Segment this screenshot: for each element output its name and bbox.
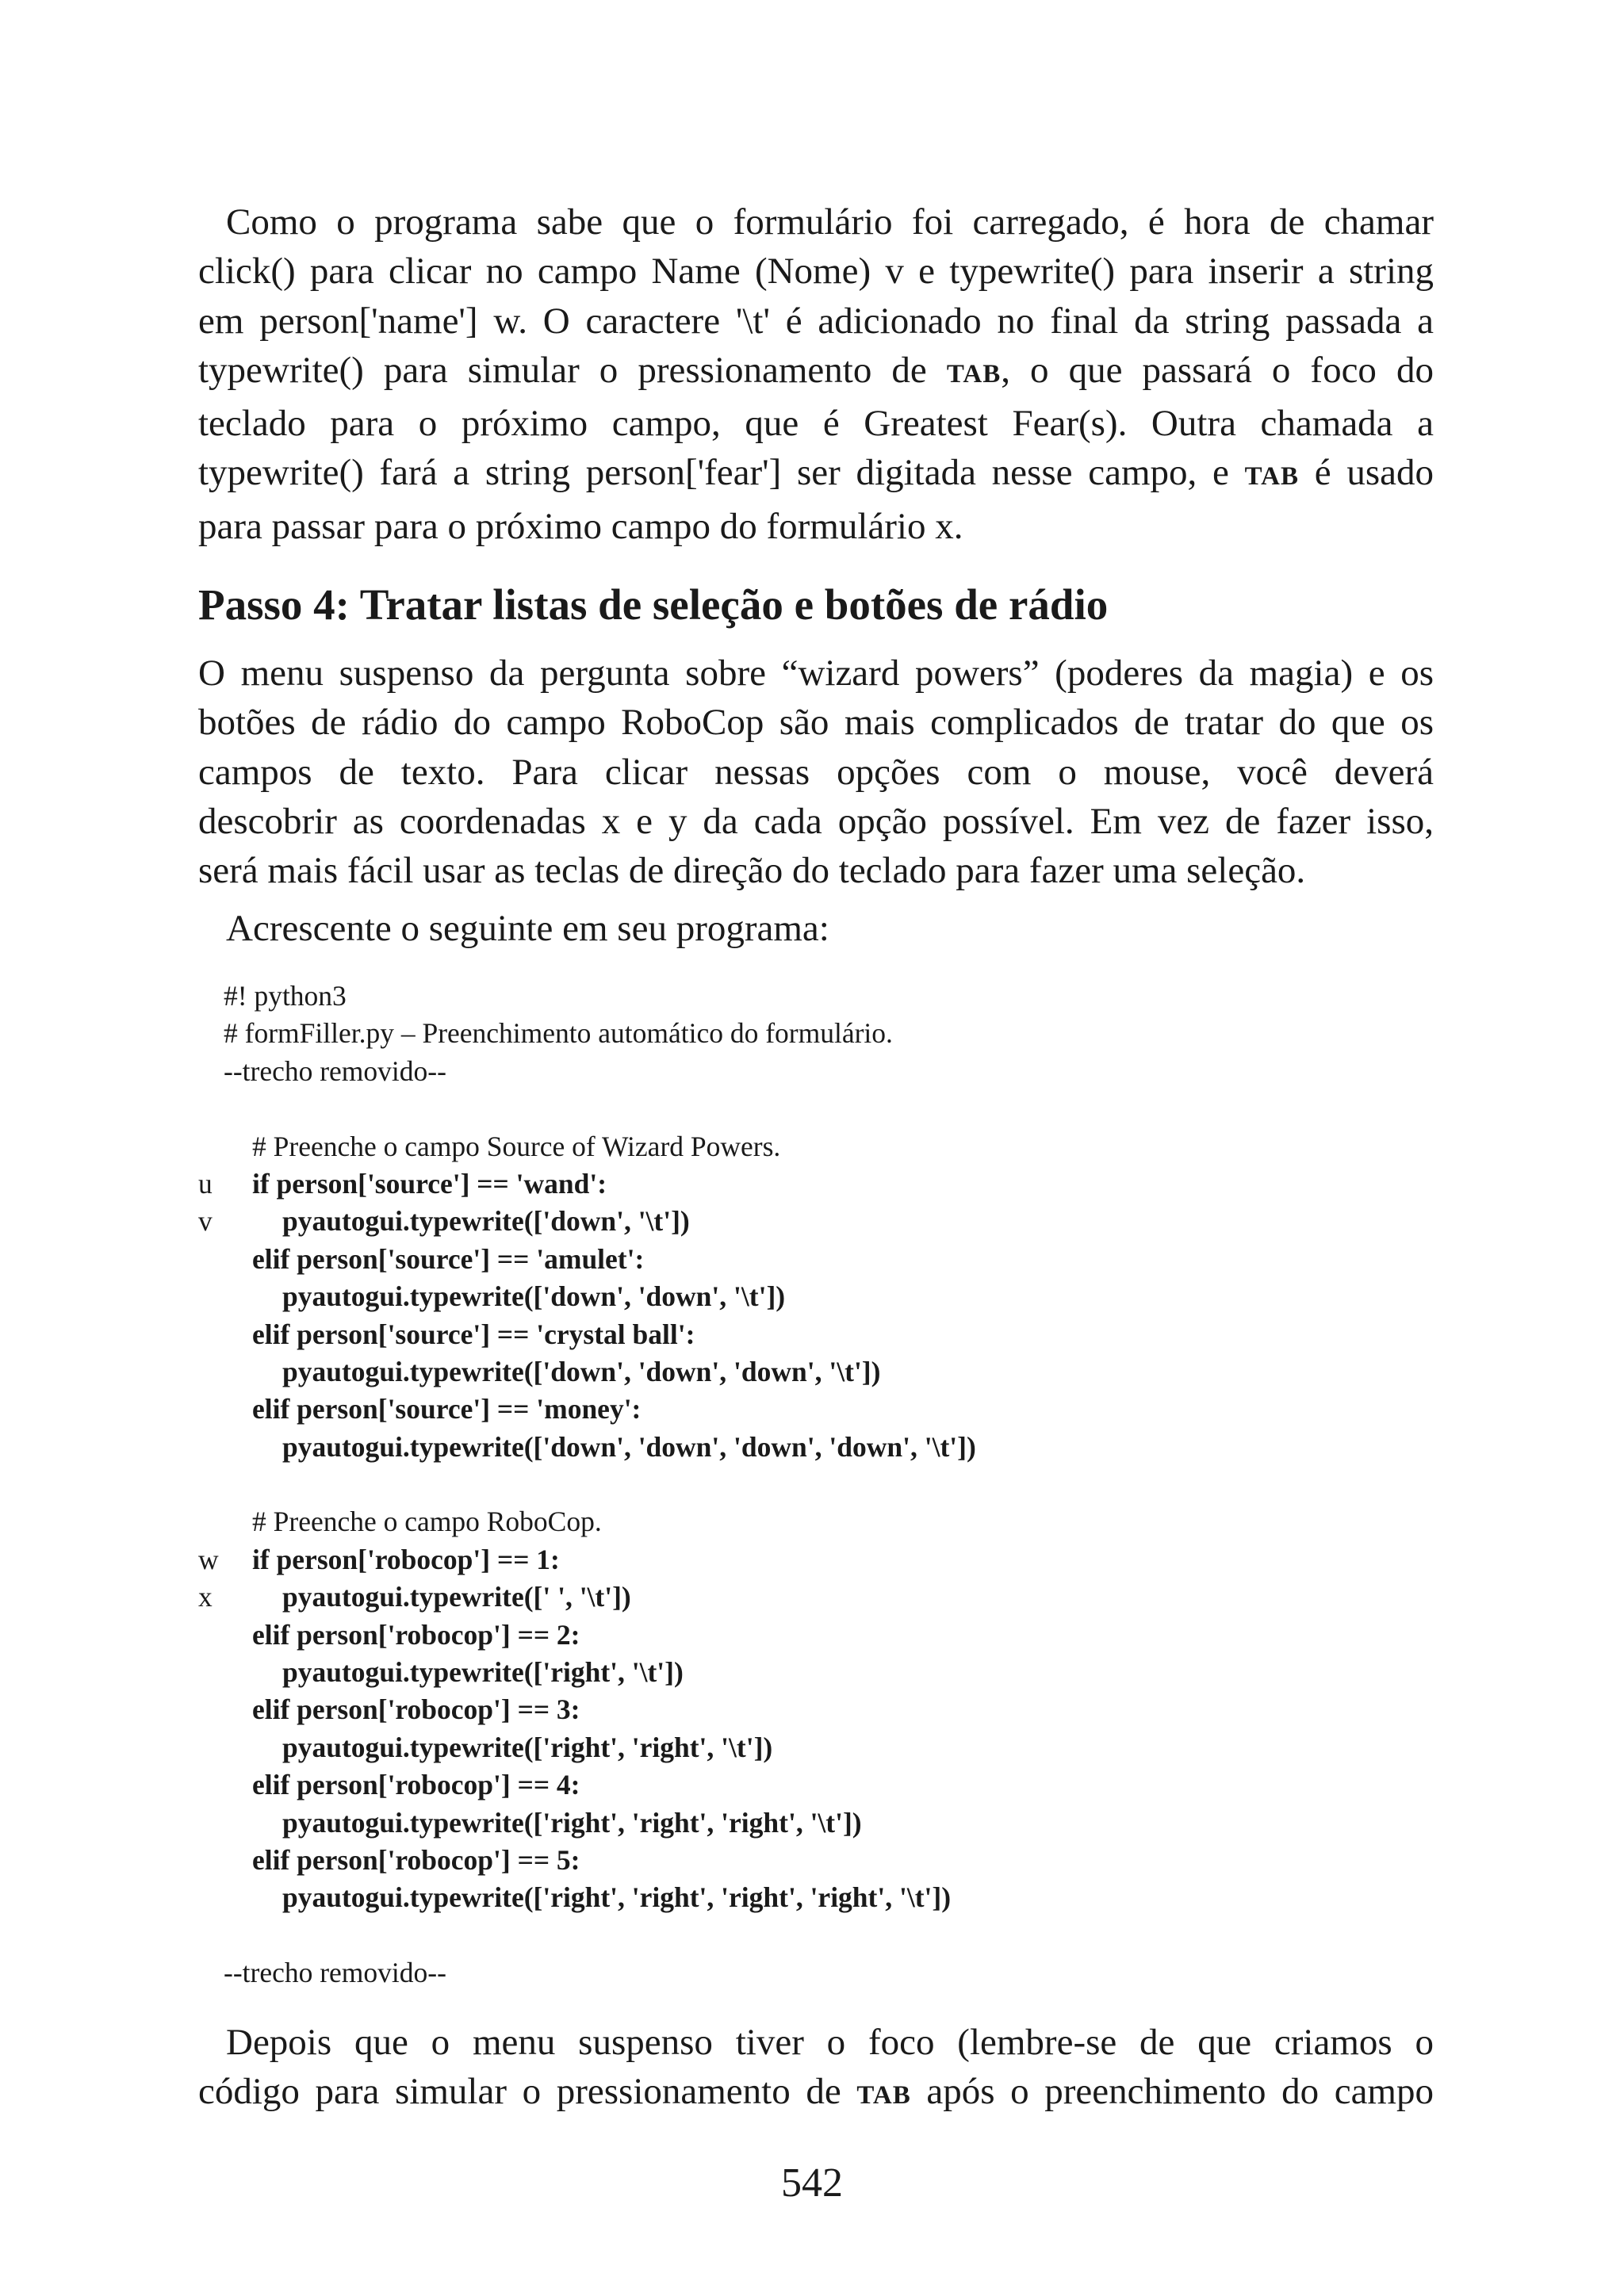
code-text: pyautogui.typewrite(['down', 'down', 'down', '\t'])	[282, 1355, 881, 1387]
code-text: --trecho removido--	[224, 1054, 446, 1087]
code-line	[0, 1391, 1624, 1428]
code-line	[0, 1353, 1624, 1391]
code-line	[0, 1691, 1624, 1728]
callout-marker: w	[198, 1543, 219, 1575]
text-line: para passar para o próximo campo do formulário x.	[198, 505, 963, 547]
text-line: typewrite() para simular o pressionamento de TAB, o que passará o foco do	[198, 349, 1434, 391]
code-text: pyautogui.typewrite(['right', '\t'])	[282, 1656, 684, 1689]
code-line	[0, 1128, 1624, 1165]
code-text: pyautogui.typewrite([' ', '\t'])	[282, 1581, 631, 1613]
text-line: campos de texto. Para clicar nessas opções com o mouse, você deverá	[198, 751, 1434, 793]
text-line: código para simular o pressionamento de TAB após o preenchimento do campo	[198, 2071, 1434, 2113]
code-text: # formFiller.py – Preenchimento automático do formulário.	[224, 1017, 893, 1050]
page-number: 542	[781, 2160, 843, 2206]
code-text: # Preenche o campo RoboCop.	[252, 1506, 602, 1538]
code-line	[0, 1541, 1624, 1578]
key-name: TAB	[1244, 462, 1299, 492]
code-text: elif person['robocop'] == 2:	[252, 1618, 580, 1651]
code-text: pyautogui.typewrite(['right', 'right', '\t'])	[282, 1731, 773, 1763]
code-text: --trecho removido--	[224, 1957, 446, 1989]
code-text: elif person['robocop'] == 5:	[252, 1843, 580, 1876]
paragraph-add-code: Acrescente o seguinte em seu programa:	[226, 908, 829, 949]
code-text: pyautogui.typewrite(['right', 'right', 'right', '\t'])	[282, 1806, 862, 1839]
code-text: elif person['robocop'] == 4:	[252, 1769, 580, 1801]
code-line	[0, 1278, 1624, 1315]
code-line	[0, 1804, 1624, 1842]
code-text: if person['robocop'] == 1:	[252, 1543, 560, 1575]
text-line: botões de rádio do campo RoboCop são mais complicados de tratar do que os	[198, 702, 1434, 744]
code-line	[0, 1617, 1624, 1654]
code-text: pyautogui.typewrite(['down', '\t'])	[282, 1205, 690, 1238]
section-heading: Passo 4: Tratar listas de seleção e botões de rádio	[198, 580, 1109, 629]
code-line	[0, 1917, 1624, 1954]
code-line	[0, 1766, 1624, 1804]
code-line	[0, 1090, 1624, 1127]
code-line	[0, 1316, 1624, 1353]
paragraph-form-click	[198, 197, 1434, 551]
code-listing	[0, 978, 1624, 1992]
key-name: TAB	[946, 359, 1002, 388]
code-line	[0, 978, 1624, 1015]
text-line: descobrir as coordenadas x e y da cada opção possível. Em vez de fazer isso,	[198, 800, 1434, 842]
text-line: O menu suspenso da pergunta sobre “wizard powers” (poderes da magia) e os	[198, 652, 1434, 694]
code-text: if person['source'] == 'wand':	[252, 1167, 607, 1200]
code-text: elif person['source'] == 'amulet':	[252, 1242, 645, 1275]
code-line	[0, 1015, 1624, 1052]
text-line: em person['name'] w. O caractere '\t' é adicionado no final da string passada a	[198, 300, 1434, 342]
code-line	[0, 1503, 1624, 1540]
code-line	[0, 1053, 1624, 1090]
code-line	[0, 1842, 1624, 1879]
code-line	[0, 1578, 1624, 1616]
code-text: #! python3	[224, 980, 347, 1012]
code-text: pyautogui.typewrite(['down', 'down', '\t'])	[282, 1280, 786, 1313]
code-line	[0, 1466, 1624, 1503]
code-line	[0, 1165, 1624, 1203]
code-text: elif person['source'] == 'crystal ball':	[252, 1318, 695, 1350]
text-line: teclado para o próximo campo, que é Greatest Fear(s). Outra chamada a	[198, 403, 1434, 445]
text-line: será mais fácil usar as teclas de direção do teclado para fazer uma seleção.	[198, 850, 1306, 892]
text-line: Depois que o menu suspenso tiver o foco (lembre-se de que criamos o	[226, 2022, 1434, 2063]
code-text: elif person['robocop'] == 3:	[252, 1693, 580, 1726]
paragraph-dropdown-radio	[198, 649, 1434, 895]
code-text: # Preenche o campo Source of Wizard Powers.	[252, 1130, 781, 1162]
code-line	[0, 1729, 1624, 1766]
code-text: pyautogui.typewrite(['down', 'down', 'down', 'down', '\t'])	[282, 1430, 976, 1463]
code-text: elif person['source'] == 'money':	[252, 1393, 642, 1425]
paragraph-dropdown-focus	[198, 2018, 1434, 2121]
code-text: pyautogui.typewrite(['right', 'right', 'right', 'right', '\t'])	[282, 1881, 952, 1914]
code-line	[0, 1203, 1624, 1240]
callout-marker: v	[198, 1205, 213, 1238]
code-line	[0, 1654, 1624, 1691]
text-line: typewrite() fará a string person['fear'] ser digitada nesse campo, e TAB é usado	[198, 452, 1434, 494]
text-line: click() para clicar no campo Name (Nome) v e typewrite() para inserir a string	[198, 251, 1434, 293]
code-line	[0, 1241, 1624, 1278]
key-name: TAB	[856, 2081, 911, 2110]
code-line	[0, 1429, 1624, 1466]
code-line	[0, 1879, 1624, 1916]
code-line	[0, 1954, 1624, 1992]
callout-marker: u	[198, 1167, 213, 1200]
callout-marker: x	[198, 1581, 213, 1613]
text-line: Como o programa sabe que o formulário foi carregado, é hora de chamar	[226, 201, 1434, 243]
